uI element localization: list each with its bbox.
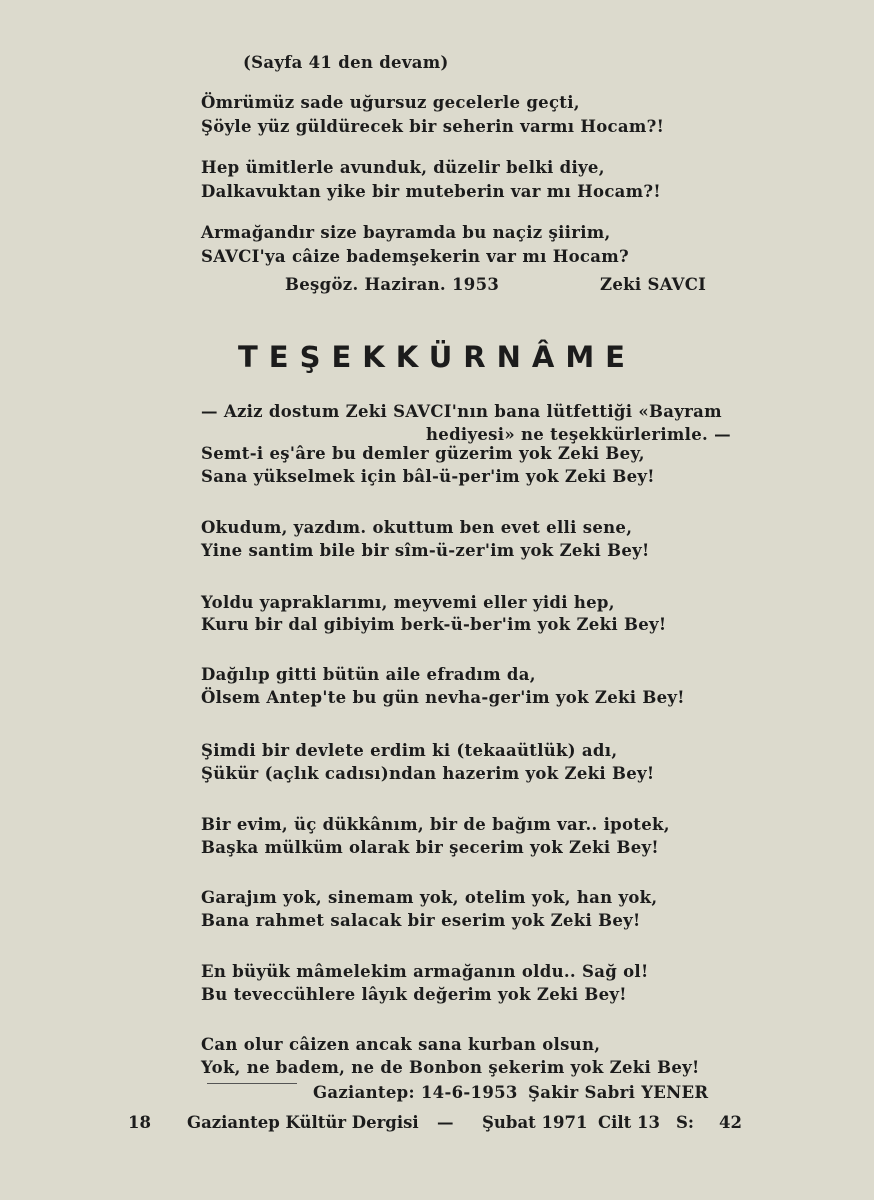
poem2-line: Bana rahmet salacak bir eserim yok Zeki Bey! [201, 911, 641, 930]
footer-dash: — [437, 1113, 454, 1132]
poem2-line: Şükür (açlık cadısı)ndan hazerim yok Zeki Bey! [201, 764, 655, 783]
page-title: TEŞEKKÜRNÂME [238, 340, 636, 374]
poem2-line: En büyük mâmelekim armağanın oldu.. Sağ ol! [201, 962, 649, 981]
poem1-line: Ömrümüz sade uğursuz gecelerle geçti, [201, 93, 580, 112]
poem2-line: Sana yükselmek için bâl-ü-per'im yok Zeki Bey! [201, 467, 655, 486]
poem2-line: Garajım yok, sinemam yok, otelim yok, han yok, [201, 888, 658, 907]
poem1-line: Dalkavuktan yike bir muteberin var mı Hocam?! [201, 182, 661, 201]
poem2-line: Bir evim, üç dükkânım, bir de bağım var.. ipotek, [201, 815, 670, 834]
poem2-line: Şimdi bir devlete erdim ki (tekaaütlük) adı, [201, 741, 618, 760]
poem1-line: SAVCI'ya câize bademşekerin var mı Hocam? [201, 247, 629, 266]
continued-note: (Sayfa 41 den devam) [243, 53, 449, 72]
journal-name: Gaziantep Kültür Dergisi [187, 1113, 419, 1132]
poem2-line: Kuru bir dal gibiyim berk-ü-ber'im yok Zeki Bey! [201, 615, 667, 634]
poem2-line: Bu teveccühlere lâyık değerim yok Zeki Bey! [201, 985, 627, 1004]
issue-label: S: [676, 1113, 695, 1132]
volume: Cilt 13 [598, 1113, 660, 1132]
poem2-line: Okudum, yazdım. okuttum ben evet elli sene, [201, 518, 633, 537]
poem2-line: Semt-i eş'âre bu demler güzerim yok Zeki Bey, [201, 444, 645, 463]
poem2-line: Dağılıp gitti bütün aile efradım da, [201, 665, 536, 684]
page-number: 18 [128, 1113, 151, 1132]
poem2-line: Yine santim bile bir sîm-ü-zer'im yok Zeki Bey! [201, 541, 650, 560]
poem1-line: Şöyle yüz güldürecek bir seherin varmı Hocam?! [201, 117, 665, 136]
poem2-line: Can olur câizen ancak sana kurban olsun, [201, 1035, 601, 1054]
dedication-line: hediyesi» ne teşekkürlerimle. — [426, 425, 731, 444]
poem2-line: Yok, ne badem, ne de Bonbon şekerim yok Zeki Bey! [201, 1058, 700, 1077]
poem2-line: Ölsem Antep'te bu gün nevha-ger'im yok Zeki Bey! [201, 688, 685, 707]
poem1-place-date: Beşgöz. Haziran. 1953 [285, 275, 500, 294]
signature-rule [207, 1083, 297, 1084]
poem2-line: Yoldu yapraklarımı, meyvemi eller yidi hep, [201, 593, 615, 612]
issue-date: Şubat 1971 [482, 1113, 588, 1132]
poem1-line: Armağandır size bayramda bu naçiz şiirim, [201, 223, 611, 242]
poem1-line: Hep ümitlerle avunduk, düzelir belki diye, [201, 158, 605, 177]
issue-number: 42 [719, 1113, 742, 1132]
poem2-place-date: Gaziantep: 14-6-1953 [313, 1083, 518, 1102]
poem1-author: Zeki SAVCI [600, 275, 707, 294]
poem2-line: Başka mülküm olarak bir şecerim yok Zeki Bey! [201, 838, 659, 857]
poem2-author: Şakir Sabri YENER [528, 1083, 709, 1102]
dedication-line: — Aziz dostum Zeki SAVCI'nın bana lütfettiği «Bayram [201, 402, 722, 421]
